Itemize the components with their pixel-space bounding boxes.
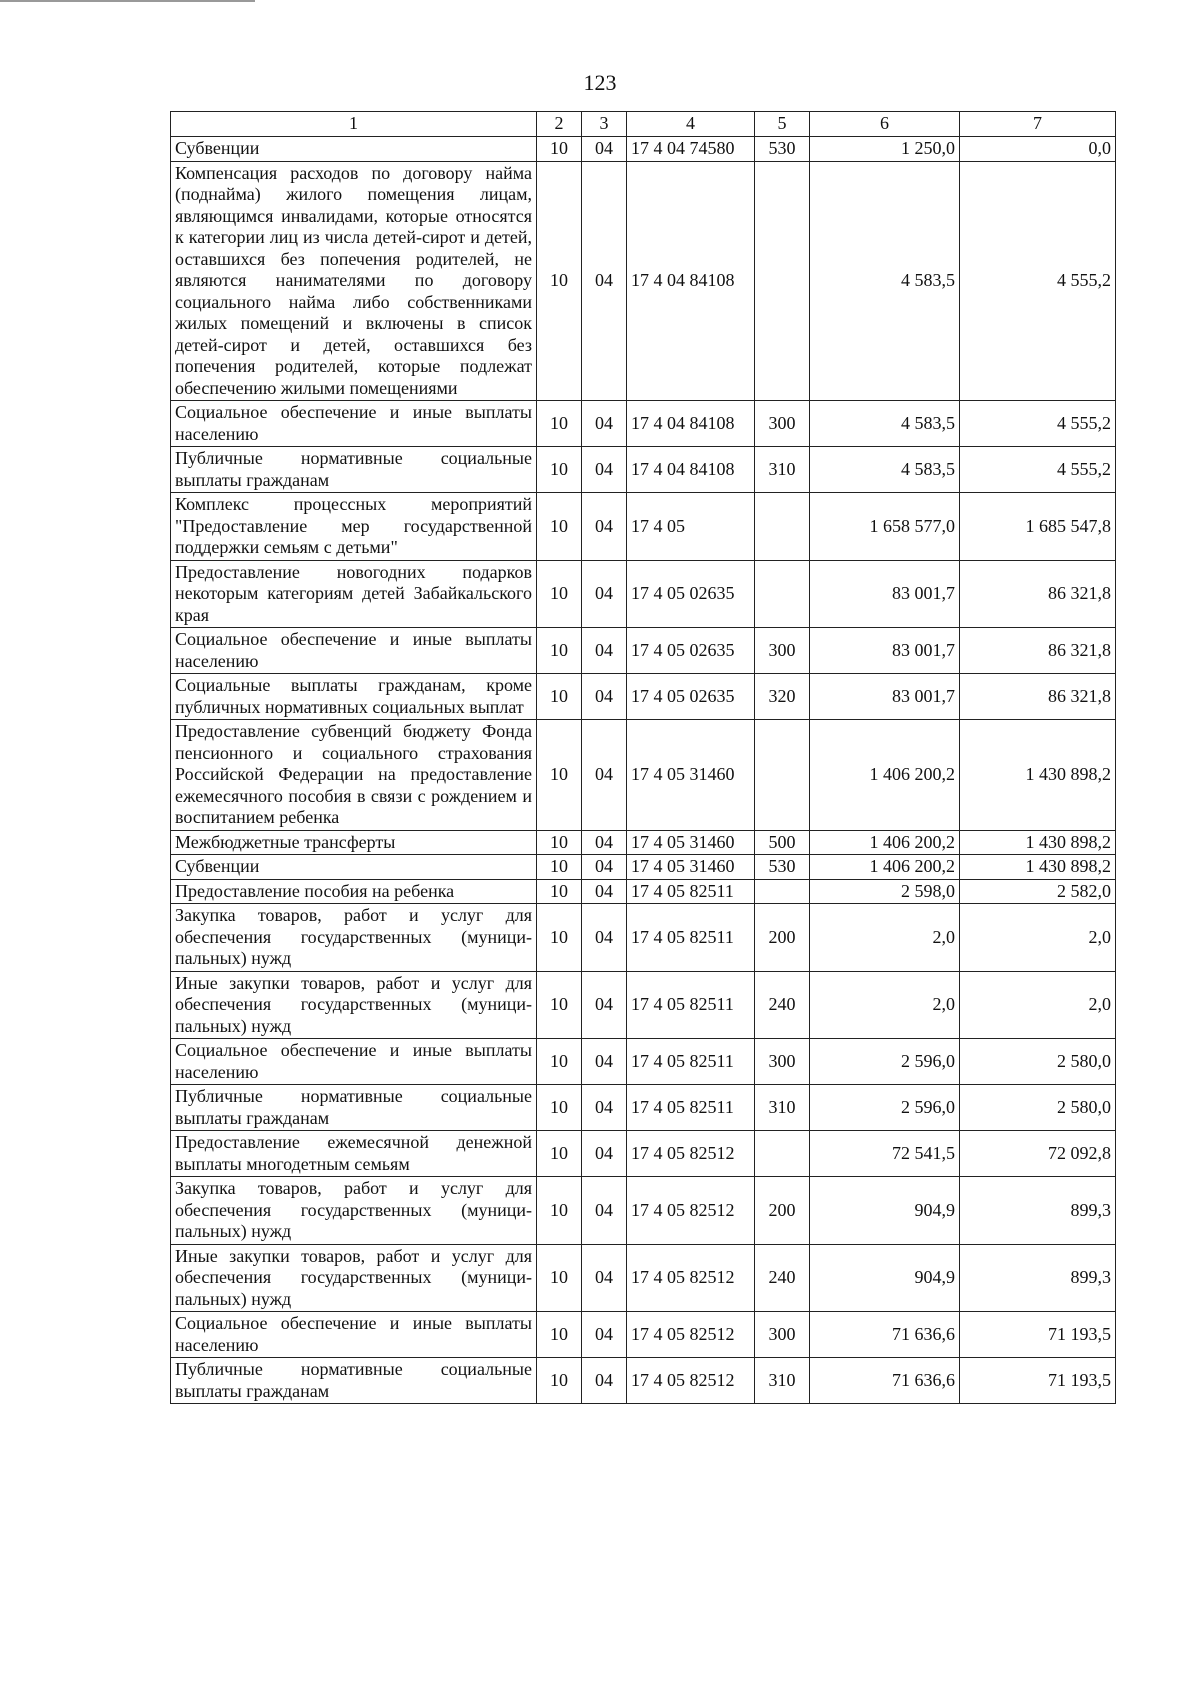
- subsection-cell: 04: [582, 904, 627, 972]
- target-code-cell: 17 4 04 74580: [627, 137, 755, 162]
- header-cell: 5: [755, 112, 810, 137]
- section-cell: 10: [537, 447, 582, 493]
- target-code-cell: 17 4 05 82512: [627, 1312, 755, 1358]
- subsection-cell: 04: [582, 1244, 627, 1312]
- section-cell: 10: [537, 1039, 582, 1085]
- subsection-cell: 04: [582, 161, 627, 401]
- subsection-cell: 04: [582, 1131, 627, 1177]
- section-cell: 10: [537, 904, 582, 972]
- target-code-cell: 17 4 05 31460: [627, 855, 755, 880]
- amount-col7-cell: 2 580,0: [960, 1085, 1116, 1131]
- amount-col6-cell: 4 583,5: [810, 447, 960, 493]
- row-name-cell: Иные закупки товаров, работ и услуг для обеспечения государственных (муниципальных) нужд: [171, 1244, 537, 1312]
- row-name-cell: Комплекс процессных мероприятий "Предоставление мер государственной поддержки семьям с детьми": [171, 493, 537, 561]
- section-cell: 10: [537, 401, 582, 447]
- table-row: [171, 493, 1116, 561]
- amount-col7-cell: 899,3: [960, 1177, 1116, 1245]
- header-cell: 2: [537, 112, 582, 137]
- target-code-cell: 17 4 05: [627, 493, 755, 561]
- row-name-cell: Предоставление субвенций бюджету Фонда пенсионного и социального страхования Российской Федерации на предоставление ежемесячного пособия в связи с рождением и воспитанием ребенка: [171, 720, 537, 831]
- amount-col7-cell: 86 321,8: [960, 560, 1116, 628]
- row-name-cell: Компенсация расходов по договору найма (поднайма) жилого помещения лицам, являющимся инвалидами, которые относятся к категории лиц из числа детей-сирот и детей, оставшихся без попечения родителей, не являются нанимателями по договору социального найма либо собственниками жилых помещений и включены в список детей-сирот и детей, оставшихся без попечения родителей, которые подлежат обеспечению жилыми помещениями: [171, 161, 537, 401]
- subsection-cell: 04: [582, 674, 627, 720]
- amount-col7-cell: 2 580,0: [960, 1039, 1116, 1085]
- expense-type-cell: 300: [755, 1312, 810, 1358]
- amount-col7-cell: 2,0: [960, 904, 1116, 972]
- target-code-cell: 17 4 05 02635: [627, 628, 755, 674]
- target-code-cell: 17 4 05 82512: [627, 1131, 755, 1177]
- section-cell: 10: [537, 855, 582, 880]
- amount-col7-cell: 0,0: [960, 137, 1116, 162]
- expense-type-cell: 240: [755, 1244, 810, 1312]
- subsection-cell: 04: [582, 720, 627, 831]
- amount-col6-cell: 1 658 577,0: [810, 493, 960, 561]
- section-cell: 10: [537, 628, 582, 674]
- table-row: [171, 830, 1116, 855]
- target-code-cell: 17 4 04 84108: [627, 447, 755, 493]
- subsection-cell: 04: [582, 447, 627, 493]
- table-body: [171, 137, 1116, 1404]
- table-row: [171, 137, 1116, 162]
- amount-col6-cell: 2 598,0: [810, 879, 960, 904]
- amount-col6-cell: 2,0: [810, 904, 960, 972]
- section-cell: 10: [537, 1312, 582, 1358]
- row-name-cell: Предоставление ежемесячной денежной выплаты многодетным семьям: [171, 1131, 537, 1177]
- table-row: [171, 1131, 1116, 1177]
- expense-type-cell: 310: [755, 447, 810, 493]
- amount-col7-cell: 1 430 898,2: [960, 855, 1116, 880]
- expense-type-cell: 300: [755, 1039, 810, 1085]
- section-cell: 10: [537, 971, 582, 1039]
- expense-type-cell: [755, 161, 810, 401]
- amount-col6-cell: 71 636,6: [810, 1358, 960, 1404]
- section-cell: 10: [537, 493, 582, 561]
- section-cell: 10: [537, 1085, 582, 1131]
- table-row: [171, 1312, 1116, 1358]
- row-name-cell: Предоставление новогодних подарков некоторым категориям детей Забайкальского края: [171, 560, 537, 628]
- amount-col6-cell: 1 250,0: [810, 137, 960, 162]
- amount-col6-cell: 2 596,0: [810, 1039, 960, 1085]
- subsection-cell: 04: [582, 137, 627, 162]
- target-code-cell: 17 4 05 31460: [627, 830, 755, 855]
- row-name-cell: Закупка товаров, работ и услуг для обеспечения государственных (муниципальных) нужд: [171, 904, 537, 972]
- amount-col6-cell: 2 596,0: [810, 1085, 960, 1131]
- table-row: [171, 628, 1116, 674]
- subsection-cell: 04: [582, 493, 627, 561]
- subsection-cell: 04: [582, 1085, 627, 1131]
- amount-col7-cell: 1 685 547,8: [960, 493, 1116, 561]
- amount-col6-cell: 1 406 200,2: [810, 855, 960, 880]
- section-cell: 10: [537, 137, 582, 162]
- table-header-row: [171, 112, 1116, 137]
- expense-type-cell: 200: [755, 1177, 810, 1245]
- amount-col7-cell: 2,0: [960, 971, 1116, 1039]
- row-name-cell: Социальное обеспечение и иные выплаты населению: [171, 1039, 537, 1085]
- subsection-cell: 04: [582, 1358, 627, 1404]
- table-row: [171, 401, 1116, 447]
- amount-col7-cell: 72 092,8: [960, 1131, 1116, 1177]
- target-code-cell: 17 4 05 31460: [627, 720, 755, 831]
- row-name-cell: Предоставление пособия на ребенка: [171, 879, 537, 904]
- subsection-cell: 04: [582, 830, 627, 855]
- table-row: [171, 904, 1116, 972]
- amount-col7-cell: 2 582,0: [960, 879, 1116, 904]
- amount-col7-cell: 4 555,2: [960, 447, 1116, 493]
- table-row: [171, 1039, 1116, 1085]
- target-code-cell: 17 4 05 82511: [627, 1085, 755, 1131]
- section-cell: 10: [537, 560, 582, 628]
- expense-type-cell: 500: [755, 830, 810, 855]
- amount-col6-cell: 83 001,7: [810, 560, 960, 628]
- amount-col6-cell: 83 001,7: [810, 674, 960, 720]
- target-code-cell: 17 4 05 82511: [627, 879, 755, 904]
- expense-type-cell: 530: [755, 137, 810, 162]
- subsection-cell: 04: [582, 855, 627, 880]
- amount-col6-cell: 1 406 200,2: [810, 830, 960, 855]
- subsection-cell: 04: [582, 628, 627, 674]
- row-name-cell: Публичные нормативные социальные выплаты гражданам: [171, 1358, 537, 1404]
- amount-col7-cell: 899,3: [960, 1244, 1116, 1312]
- amount-col6-cell: 71 636,6: [810, 1312, 960, 1358]
- subsection-cell: 04: [582, 879, 627, 904]
- row-name-cell: Социальное обеспечение и иные выплаты населению: [171, 628, 537, 674]
- amount-col6-cell: 1 406 200,2: [810, 720, 960, 831]
- section-cell: 10: [537, 879, 582, 904]
- amount-col6-cell: 2,0: [810, 971, 960, 1039]
- table-row: [171, 560, 1116, 628]
- expense-type-cell: 240: [755, 971, 810, 1039]
- target-code-cell: 17 4 05 82512: [627, 1358, 755, 1404]
- amount-col6-cell: 904,9: [810, 1244, 960, 1312]
- target-code-cell: 17 4 05 82511: [627, 904, 755, 972]
- row-name-cell: Социальные выплаты гражданам, кроме публичных нормативных социальных выплат: [171, 674, 537, 720]
- expense-type-cell: 320: [755, 674, 810, 720]
- row-name-cell: Закупка товаров, работ и услуг для обеспечения государственных (муниципальных) нужд: [171, 1177, 537, 1245]
- table-row: [171, 855, 1116, 880]
- target-code-cell: 17 4 05 82511: [627, 1039, 755, 1085]
- expense-type-cell: 200: [755, 904, 810, 972]
- expense-type-cell: 310: [755, 1085, 810, 1131]
- table-row: [171, 1085, 1116, 1131]
- budget-table: [170, 111, 1116, 1404]
- subsection-cell: 04: [582, 560, 627, 628]
- amount-col6-cell: 904,9: [810, 1177, 960, 1245]
- target-code-cell: 17 4 05 82512: [627, 1244, 755, 1312]
- amount-col7-cell: 86 321,8: [960, 674, 1116, 720]
- section-cell: 10: [537, 1177, 582, 1245]
- table-row: [171, 674, 1116, 720]
- amount-col6-cell: 72 541,5: [810, 1131, 960, 1177]
- subsection-cell: 04: [582, 1039, 627, 1085]
- table-row: [171, 1244, 1116, 1312]
- subsection-cell: 04: [582, 1177, 627, 1245]
- expense-type-cell: [755, 493, 810, 561]
- expense-type-cell: 310: [755, 1358, 810, 1404]
- table-row: [171, 1358, 1116, 1404]
- target-code-cell: 17 4 05 02635: [627, 560, 755, 628]
- row-name-cell: Публичные нормативные социальные выплаты гражданам: [171, 1085, 537, 1131]
- section-cell: 10: [537, 1244, 582, 1312]
- row-name-cell: Субвенции: [171, 855, 537, 880]
- target-code-cell: 17 4 05 82512: [627, 1177, 755, 1245]
- amount-col6-cell: 4 583,5: [810, 401, 960, 447]
- table-row: [171, 879, 1116, 904]
- page-number: 123: [583, 70, 617, 95]
- header-cell: 4: [627, 112, 755, 137]
- target-code-cell: 17 4 05 82511: [627, 971, 755, 1039]
- scan-edge-mark: [0, 0, 255, 6]
- expense-type-cell: [755, 1131, 810, 1177]
- subsection-cell: 04: [582, 1312, 627, 1358]
- section-cell: 10: [537, 1358, 582, 1404]
- subsection-cell: 04: [582, 401, 627, 447]
- header-cell: 7: [960, 112, 1116, 137]
- amount-col7-cell: 4 555,2: [960, 401, 1116, 447]
- expense-type-cell: 300: [755, 628, 810, 674]
- amount-col7-cell: 86 321,8: [960, 628, 1116, 674]
- expense-type-cell: [755, 560, 810, 628]
- row-name-cell: Субвенции: [171, 137, 537, 162]
- expense-type-cell: [755, 720, 810, 831]
- expense-type-cell: [755, 879, 810, 904]
- table-row: [171, 161, 1116, 401]
- header-cell: 6: [810, 112, 960, 137]
- expense-type-cell: 530: [755, 855, 810, 880]
- header-cell: 1: [171, 112, 537, 137]
- amount-col7-cell: 1 430 898,2: [960, 830, 1116, 855]
- table-row: [171, 720, 1116, 831]
- section-cell: 10: [537, 161, 582, 401]
- section-cell: 10: [537, 720, 582, 831]
- section-cell: 10: [537, 674, 582, 720]
- amount-col6-cell: 83 001,7: [810, 628, 960, 674]
- header-cell: 3: [582, 112, 627, 137]
- row-name-cell: Социальное обеспечение и иные выплаты населению: [171, 1312, 537, 1358]
- row-name-cell: Межбюджетные трансферты: [171, 830, 537, 855]
- target-code-cell: 17 4 04 84108: [627, 161, 755, 401]
- subsection-cell: 04: [582, 971, 627, 1039]
- section-cell: 10: [537, 1131, 582, 1177]
- expense-type-cell: 300: [755, 401, 810, 447]
- amount-col6-cell: 4 583,5: [810, 161, 960, 401]
- section-cell: 10: [537, 830, 582, 855]
- row-name-cell: Социальное обеспечение и иные выплаты населению: [171, 401, 537, 447]
- table-row: [171, 447, 1116, 493]
- amount-col7-cell: 71 193,5: [960, 1358, 1116, 1404]
- target-code-cell: 17 4 05 02635: [627, 674, 755, 720]
- row-name-cell: Иные закупки товаров, работ и услуг для обеспечения государственных (муниципальных) нужд: [171, 971, 537, 1039]
- amount-col7-cell: 4 555,2: [960, 161, 1116, 401]
- row-name-cell: Публичные нормативные социальные выплаты гражданам: [171, 447, 537, 493]
- table-row: [171, 971, 1116, 1039]
- target-code-cell: 17 4 04 84108: [627, 401, 755, 447]
- amount-col7-cell: 1 430 898,2: [960, 720, 1116, 831]
- table-row: [171, 1177, 1116, 1245]
- amount-col7-cell: 71 193,5: [960, 1312, 1116, 1358]
